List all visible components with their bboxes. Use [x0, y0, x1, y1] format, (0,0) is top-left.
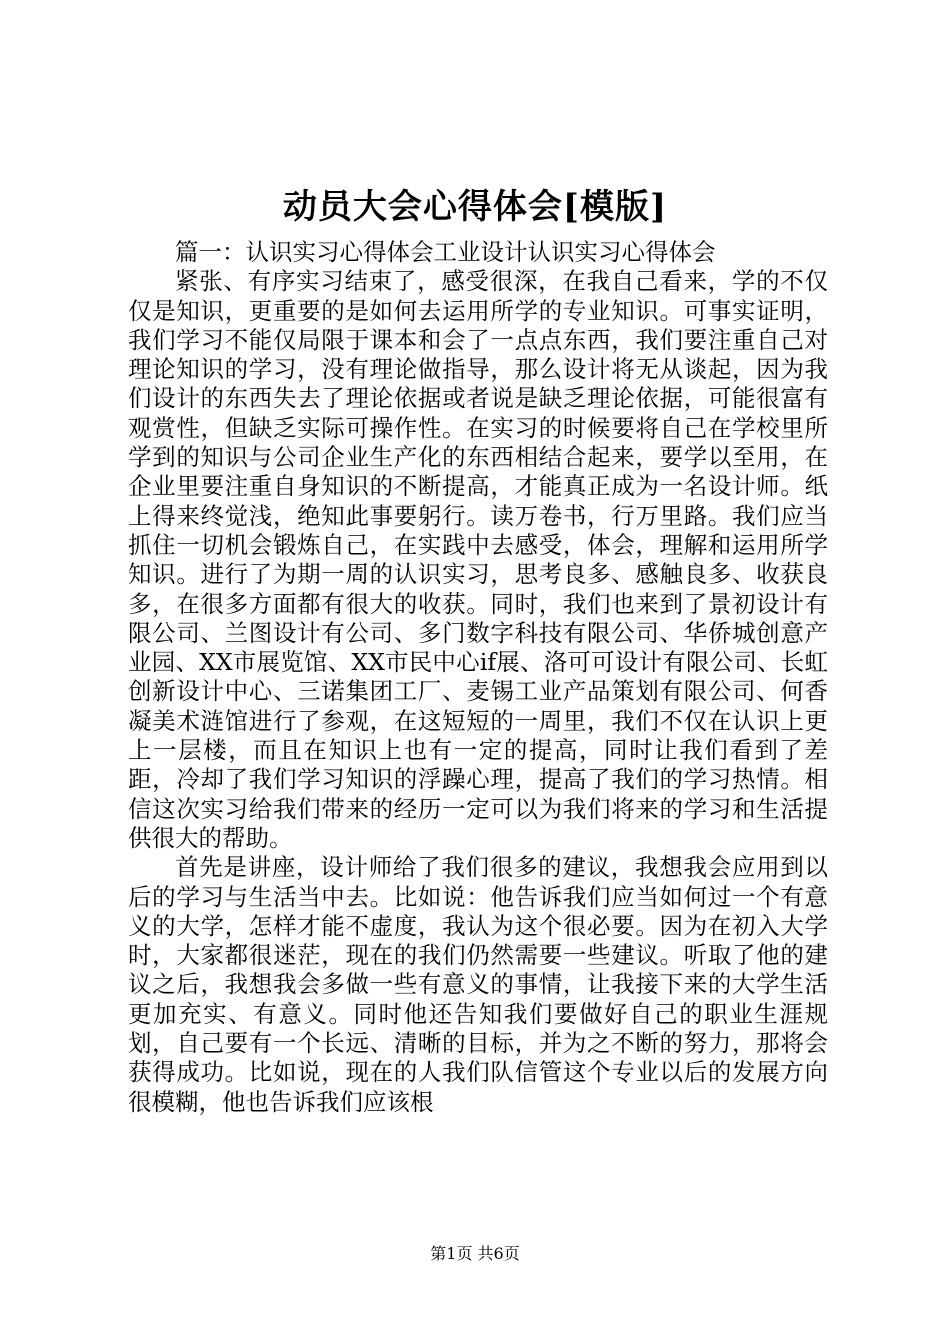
body-paragraph: 首先是讲座，设计师给了我们很多的建议，我想我会应用到以后的学习与生活当中去。比如说：他告诉我们应当如何过一个有意义的大学，怎样才能不虚度，我认为这个很必要。因为在初入大学时，大家都很迷茫，现在的我们仍然需要一些建议。听取了他的建议之后，我想我会多做一些有意义的事情，让我接下来的大学生活更加充实、有意义。同时他还告知我们要做好自己的职业生涯规划，自己要有一个长远、清晰的目标，并为之不断的努力，那将会获得成功。比如说，现在的人我们队信管这个专业以后的发展方向很模糊，他也告诉我们应该根 [128, 853, 828, 1116]
document-title: 动员大会心得体会[模版] [282, 187, 668, 227]
page-footer: 第1页 共6页 [430, 1244, 520, 1263]
document-body [128, 238, 828, 1117]
section-heading: 篇一：认识实习心得体会工业设计认识实习心得体会 [175, 238, 716, 266]
body-paragraph: 紧张、有序实习结束了，感受很深，在我自己看来，学的不仅仅是知识，更重要的是如何去运用所学的专业知识。可事实证明，我们学习不能仅局限于课本和会了一点点东西，我们要注重自己对理论知识的学习，没有理论做指导，那么设计将无从谈起，因为我们设计的东西失去了理论依据或者说是缺乏理论依据，可能很富有观赏性，但缺乏实际可操作性。在实习的时候要将自己在学校里所学到的知识与公司企业生产化的东西相结合起来，要学以至用，在企业里要注重自身知识的不断提高，才能真正成为一名设计师。纸上得来终觉浅，绝知此事要躬行。读万卷书，行万里路。我们应当抓住一切机会锻炼自己，在实践中去感受，体会，理解和运用所学知识。进行了为期一周的认识实习，思考良多、感触良多、收获良多，在很多方面都有很大的收获。同时，我们也来到了景初设计有限公司、兰图设计有公司、多门数字科技有限公司、华侨城创意产业园、XX市展览馆、XX市民中心if展、洛可可设计有限公司、长虹创新设计中心、三诺集团工厂、麦锡工业产品策划有限公司、何香凝美术涟馆进行了参观，在这短短的一周里，我们不仅在认识上更上一层楼，而且在知识上也有一定的提高，同时让我们看到了差距，冷却了我们学习知识的浮躁心理，提高了我们的学习热情。相信这次实习给我们带来的经历一定可以为我们将来的学习和生活提供很大的帮助。 [128, 267, 828, 852]
